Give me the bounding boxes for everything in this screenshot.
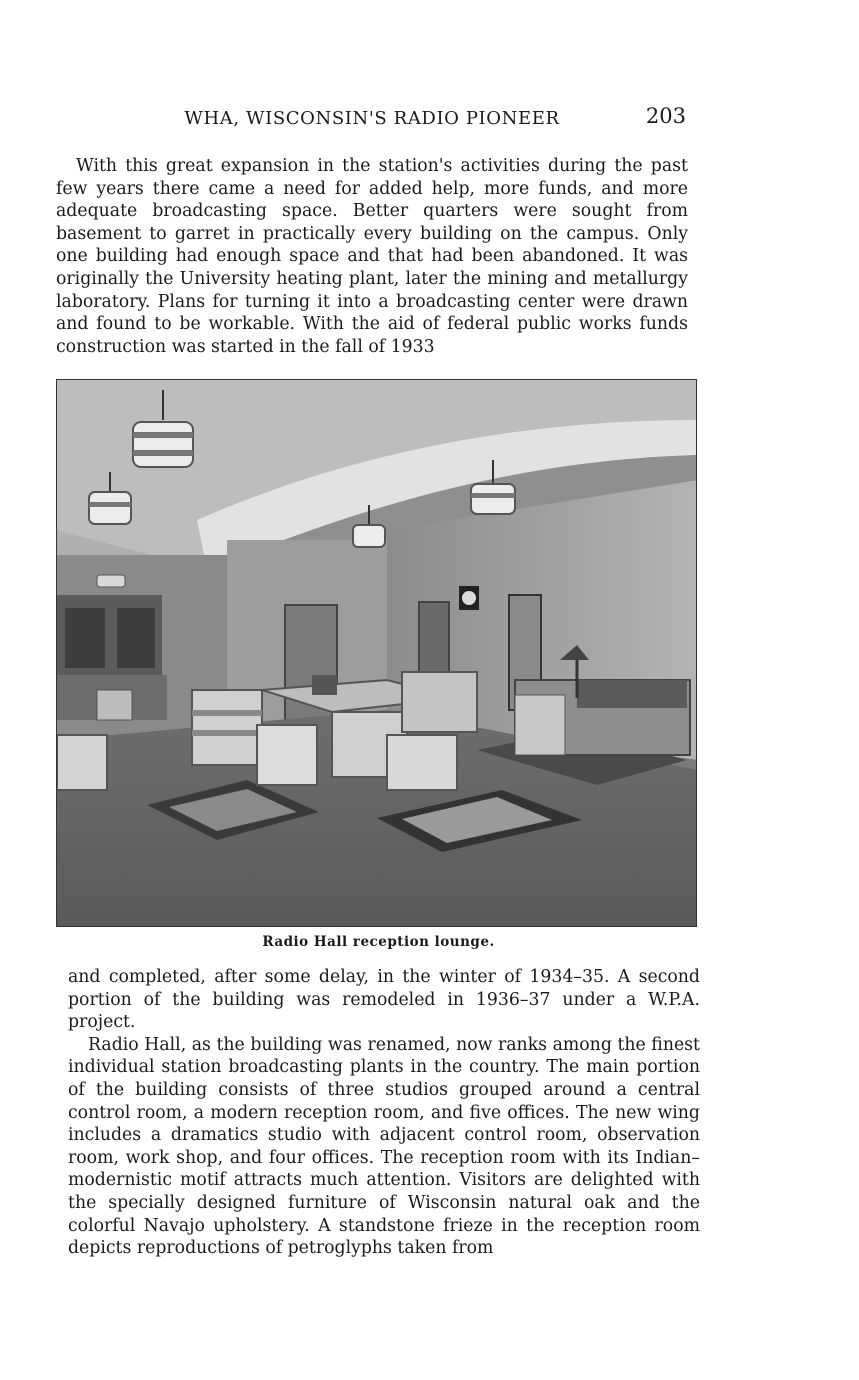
running-head xyxy=(56,104,688,134)
body-text-bottom xyxy=(68,966,700,1260)
body-text-top xyxy=(56,155,688,358)
paragraph-continuation: and completed, after some delay, in the winter of 1934–35. A second portion of the building was remodeled in 1936–37 under a W.P.A. project. xyxy=(68,967,700,1033)
page-number: 203 xyxy=(645,104,686,128)
reception-lounge-photo xyxy=(56,379,697,927)
running-title: WHA, WISCONSIN'S RADIO PIONEER xyxy=(184,108,560,129)
paragraph-top: With this great expansion in the station's activities during the past few years there came a need for added help, more funds, and more adequate broadcasting space. Better quarters were sought from basement to garret in practically every building on the campus. Only one building had enough space and that had been abandoned. It was originally the University heating plant, later the mining and metallurgy laboratory. Plans for turning it into a broadcasting center were drawn and found to be workable. With the aid of federal public works funds construction was started in the fall of 1933 xyxy=(56,156,688,357)
paragraph-radio-hall: Radio Hall, as the building was renamed, now ranks among the finest individual station broadcasting plants in the country. The main portion of the building consists of three studios grouped around a central control room, a modern reception room, and five offices. The new wing includes a dramatics studio with adjacent control room, observation room, work shop, and four offices. The reception room with its Indian–modernistic motif attracts much attention. Visitors are delighted with the specially designed furniture of Wisconsin natural oak and the colorful Navajo upholstery. A standstone frieze in the reception room depicts reproductions of petroglyphs taken from xyxy=(68,1034,700,1259)
photo-caption: Radio Hall reception lounge. xyxy=(262,934,495,950)
